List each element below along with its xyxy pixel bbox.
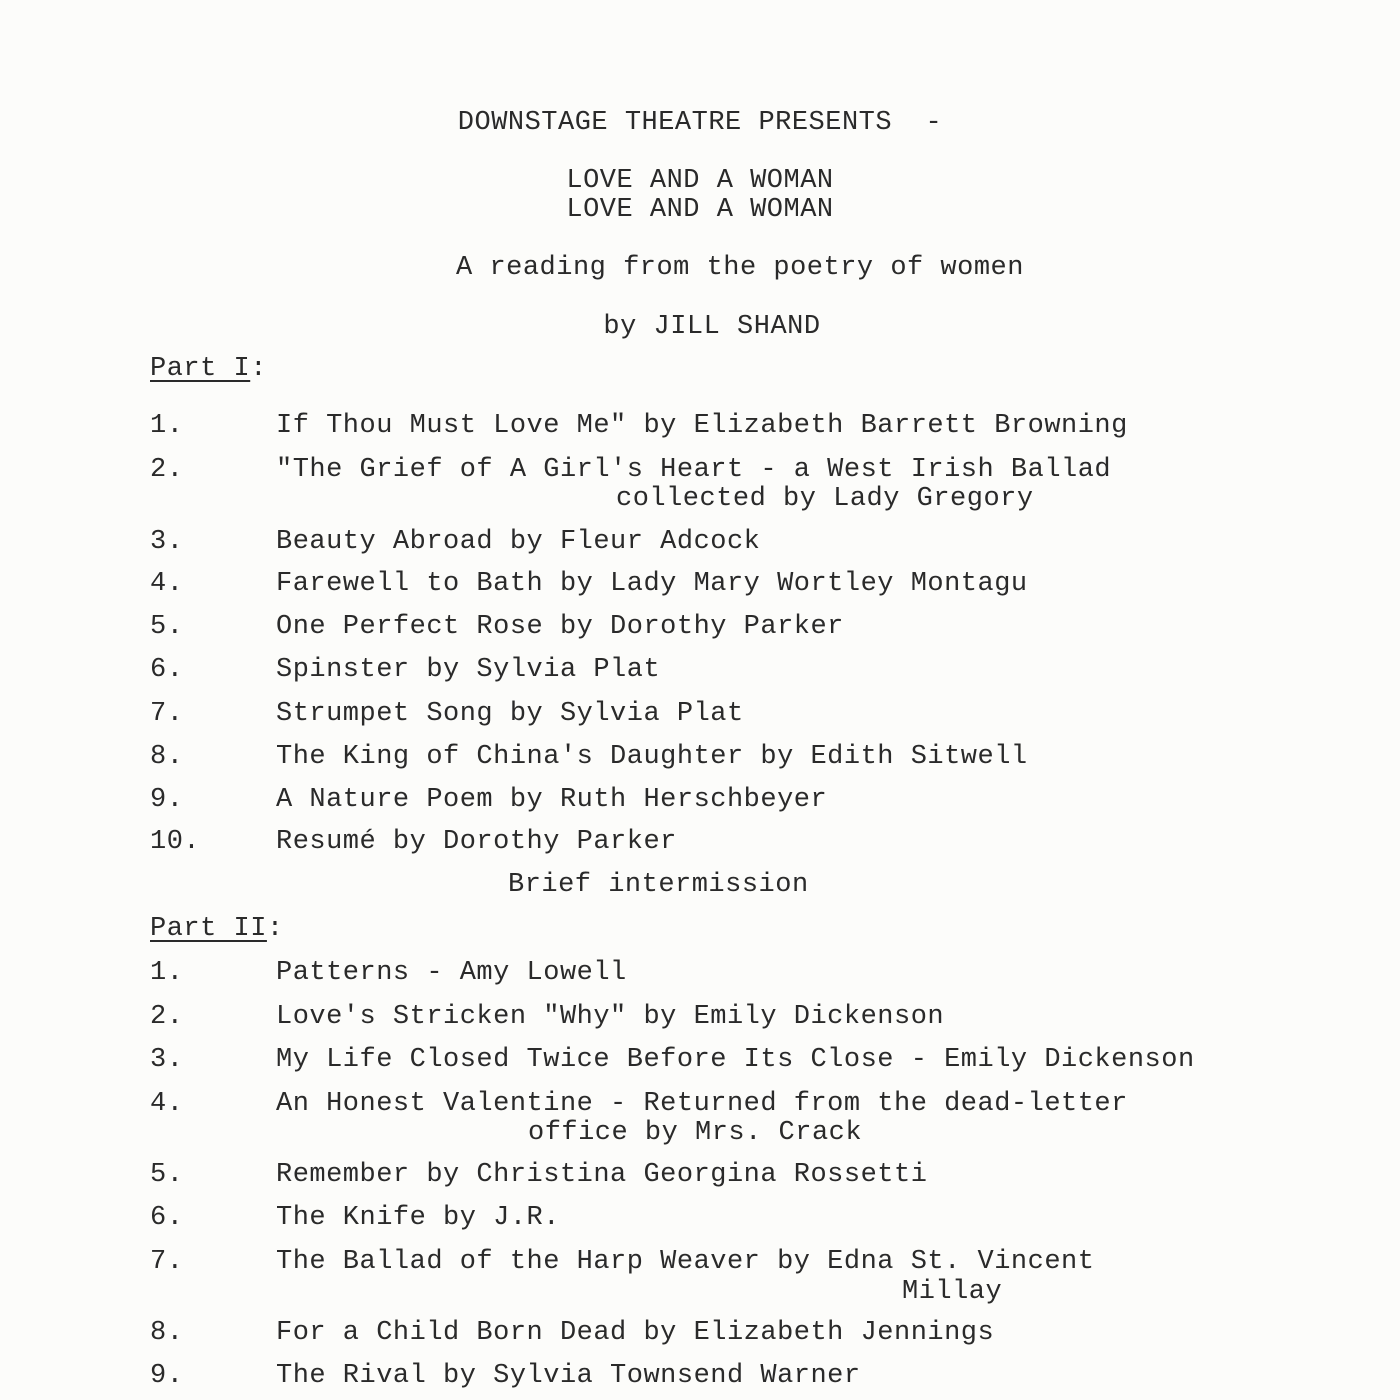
- part-1-item-number: 9.: [150, 785, 184, 815]
- part-2-item-title: The Knife by J.R.: [276, 1203, 560, 1233]
- part-2-heading: [150, 914, 284, 944]
- part-2-heading-text: Part II: [150, 914, 267, 944]
- part-1-item-title: "The Grief of A Girl's Heart - a West Irish Ballad: [276, 455, 1112, 485]
- part-1-item-number: 2.: [150, 455, 184, 485]
- part-1-heading-colon: :: [250, 354, 267, 384]
- part-1-item-title: Beauty Abroad by Fleur Adcock: [276, 527, 761, 557]
- part-2-item-title: An Honest Valentine - Returned from the dead-letter: [276, 1089, 1128, 1119]
- part-2-heading-colon: :: [266, 914, 284, 944]
- part-2-item-number: 9.: [150, 1361, 184, 1391]
- part-1-item-title: Farewell to Bath by Lady Mary Wortley Montagu: [276, 569, 1028, 599]
- part-2-item-title: Remember by Christina Georgina Rossetti: [276, 1160, 928, 1190]
- part-1-item-title: One Perfect Rose by Dorothy Parker: [276, 612, 844, 642]
- part-1-item-number: 5.: [150, 612, 184, 642]
- presenter-line: DOWNSTAGE THEATRE PRESENTS -: [457, 108, 943, 138]
- part-2-item-number: 3.: [150, 1045, 184, 1075]
- part-2-item-title: For a Child Born Dead by Elizabeth Jennings: [276, 1318, 995, 1348]
- intermission-note: Brief intermission: [508, 870, 809, 900]
- title-line-2: LOVE AND A WOMAN: [566, 195, 834, 225]
- part-2-item-number: 7.: [150, 1247, 184, 1277]
- part-1-item-number: 6.: [150, 655, 184, 685]
- part-1-item-number: 3.: [150, 527, 184, 557]
- part-1-item-number: 1.: [150, 411, 184, 441]
- part-2-item-number: 6.: [150, 1203, 184, 1233]
- part-2-item-title: The Rival by Sylvia Townsend Warner: [276, 1361, 861, 1391]
- part-1-item-continuation: collected by Lady Gregory: [616, 484, 1034, 514]
- part-2-item-number: 5.: [150, 1160, 184, 1190]
- byline: by JILL SHAND: [603, 312, 821, 342]
- part-1-item-title: The King of China's Daughter by Edith Sitwell: [276, 742, 1028, 772]
- part-2-item-continuation: Millay: [902, 1277, 1003, 1307]
- part-1-heading-text: Part I: [150, 354, 251, 384]
- part-2-item-title: The Ballad of the Harp Weaver by Edna St. Vincent: [276, 1247, 1095, 1277]
- part-1-item-title: Strumpet Song by Sylvia Plat: [276, 699, 744, 729]
- part-2-item-continuation: office by Mrs. Crack: [528, 1118, 863, 1148]
- title-line-1: LOVE AND A WOMAN: [566, 166, 834, 196]
- part-1-item-number: 7.: [150, 699, 184, 729]
- part-2-item-number: 8.: [150, 1318, 184, 1348]
- part-1-item-title: If Thou Must Love Me" by Elizabeth Barrett Browning: [276, 411, 1128, 441]
- part-2-item-number: 2.: [150, 1002, 184, 1032]
- part-2-item-number: 4.: [150, 1089, 184, 1119]
- part-1-heading: [150, 354, 267, 384]
- part-1-item-title: A Nature Poem by Ruth Herschbeyer: [276, 785, 828, 815]
- subtitle: A reading from the poetry of women: [456, 253, 1024, 283]
- part-2-item-title: Patterns - Amy Lowell: [276, 958, 627, 988]
- part-1-item-number: 8.: [150, 742, 184, 772]
- part-1-item-title: Spinster by Sylvia Plat: [276, 655, 661, 685]
- part-2-item-title: My Life Closed Twice Before Its Close - Emily Dickenson: [276, 1045, 1195, 1075]
- part-1-item-title: Resumé by Dorothy Parker: [276, 827, 677, 857]
- part-1-item-number: 10.: [150, 827, 201, 857]
- part-2-item-title: Love's Stricken "Why" by Emily Dickenson: [276, 1002, 945, 1032]
- part-1-item-number: 4.: [150, 569, 184, 599]
- part-2-item-number: 1.: [150, 958, 184, 988]
